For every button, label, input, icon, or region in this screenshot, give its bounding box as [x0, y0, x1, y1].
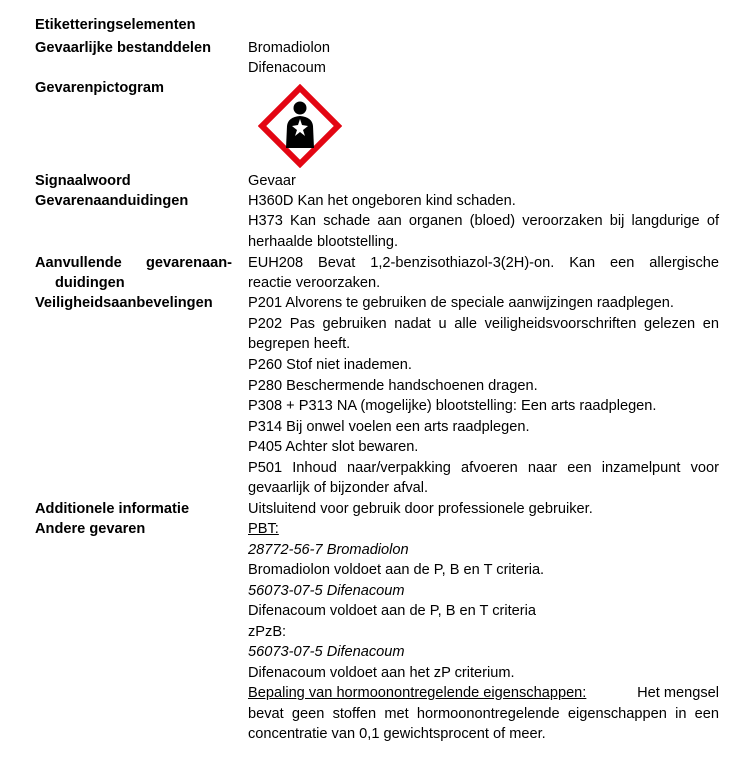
- label-andere-gevaren: Andere gevaren: [35, 521, 146, 537]
- difenacoum-zp-criteria: Difenacoum voldoet aan het zP criterium.: [248, 665, 515, 681]
- bestanddeel-item: Difenacoum: [248, 60, 326, 76]
- label-gevarenaanduidingen: Gevarenaanduidingen: [35, 193, 189, 209]
- aanvullende-line: reactie veroorzaken.: [248, 275, 381, 291]
- label-gevarenpictogram: Gevarenpictogram: [35, 80, 164, 96]
- veiligheid-line: P314 Bij onwel voelen een arts raadplegen.: [248, 419, 530, 435]
- bromadiolon-criteria: Bromadiolon voldoet aan de P, B en T criteria.: [248, 562, 545, 578]
- bestanddeel-item: Bromadiolon: [248, 40, 330, 56]
- difenacoum-criteria: Difenacoum voldoet aan de P, B en T criteria: [248, 603, 536, 619]
- veiligheid-line: begrepen heeft.: [248, 336, 351, 352]
- hormoon-heading: Bepaling van hormoonontregelende eigenschappen:: [248, 685, 587, 701]
- cas-bromadiolon: 28772-56-7 Bromadiolon: [248, 542, 409, 558]
- veiligheid-line: P501 Inhoud naar/verpakking afvoeren naar een inzamelpunt voor: [248, 460, 719, 476]
- veiligheid-line: P405 Achter slot bewaren.: [248, 439, 419, 455]
- hormoon-line: bevat geen stoffen met hormoonontregelende eigenschappen in een: [248, 706, 719, 722]
- veiligheid-line: gevaarlijk of bijzonder afval.: [248, 480, 429, 496]
- additionele-informatie-value: Uitsluitend voor gebruik door professionele gebruiker.: [248, 501, 593, 517]
- label-aanvullende-gevarenaanduidingen: Aanvullende gevarenaan-: [35, 255, 232, 271]
- label-aanvullende-gevarenaanduidingen-cont: duidingen: [55, 275, 125, 291]
- veiligheid-line: P202 Pas gebruiken nadat u alle veiligheidsvoorschriften gelezen en: [248, 316, 719, 332]
- label-veiligheidsaanbevelingen: Veiligheidsaanbevelingen: [35, 295, 213, 311]
- label-gevaarlijke-bestanddelen: Gevaarlijke bestanddelen: [35, 40, 212, 56]
- pbt-heading: PBT:: [248, 521, 279, 537]
- cas-difenacoum: 56073-07-5 Difenacoum: [248, 583, 405, 599]
- hormoon-text: Het mengsel: [637, 685, 719, 701]
- veiligheid-line: P260 Stof niet inademen.: [248, 357, 412, 373]
- gevarenaanduiding-line: H373 Kan schade aan organen (bloed) veroorzaken bij langdurige of: [248, 213, 719, 229]
- health-hazard-icon: [258, 84, 342, 168]
- veiligheid-line: P308 + P313 NA (mogelijke) blootstelling: Een arts raadplegen.: [248, 398, 657, 414]
- hormoon-line: concentratie van 0,1 gewichtsprocent of meer.: [248, 726, 546, 742]
- zpzb-heading: zPzB:: [248, 624, 287, 640]
- label-signaalwoord: Signaalwoord: [35, 173, 131, 189]
- hormoon-line: [248, 683, 719, 703]
- cas-difenacoum: 56073-07-5 Difenacoum: [248, 644, 405, 660]
- gevarenaanduiding-line: H360D Kan het ongeboren kind schaden.: [248, 193, 516, 209]
- veiligheid-line: P280 Beschermende handschoenen dragen.: [248, 378, 538, 394]
- aanvullende-line: EUH208 Bevat 1,2-benzisothiazol-3(2H)-on. Kan een allergische: [248, 255, 719, 271]
- label-additionele-informatie: Additionele informatie: [35, 501, 190, 517]
- signaalwoord-value: Gevaar: [248, 173, 296, 189]
- veiligheid-line: P201 Alvorens te gebruiken de speciale aanwijzingen raadplegen.: [248, 295, 674, 311]
- label-etiketteringselementen: Etiketteringselementen: [35, 17, 196, 33]
- gevarenaanduiding-line: herhaalde blootstelling.: [248, 234, 399, 250]
